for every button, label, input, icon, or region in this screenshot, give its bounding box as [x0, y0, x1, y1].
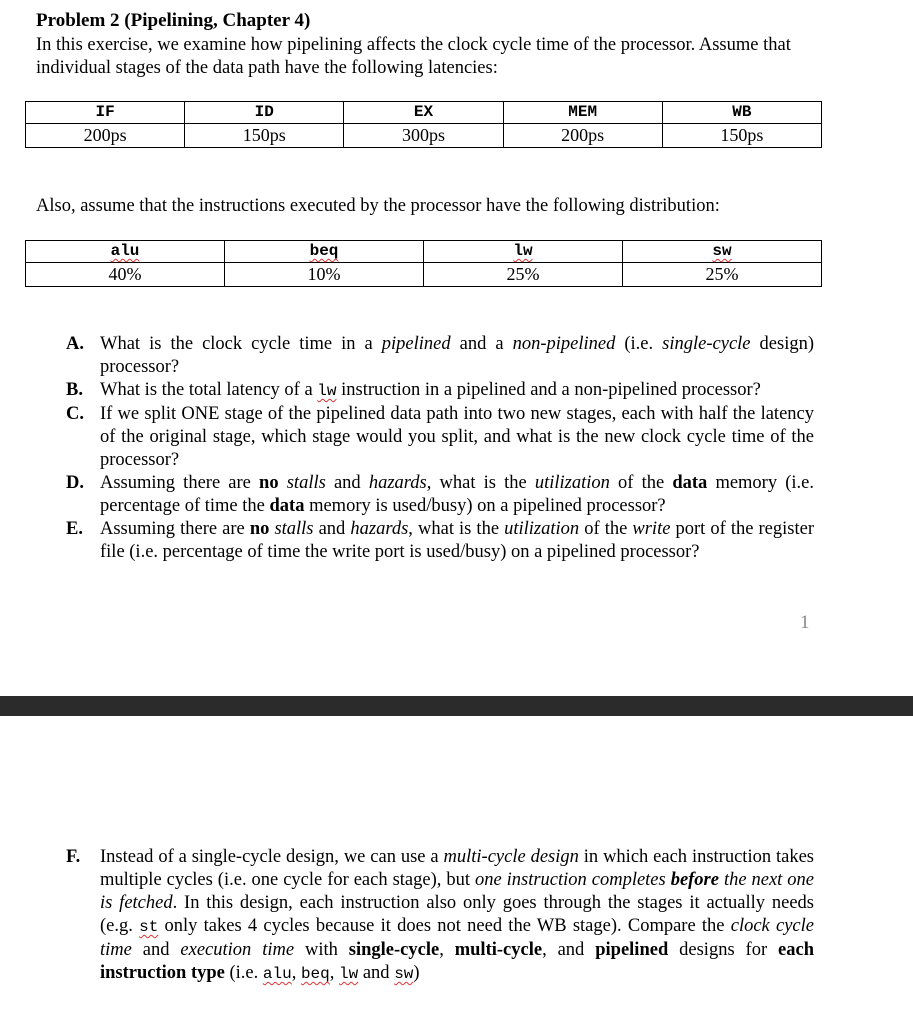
latency-id: 150ps: [185, 124, 344, 148]
share-beq: 10%: [225, 263, 424, 287]
problem-title: Problem 2 (Pipelining, Chapter 4): [36, 10, 311, 31]
header-wb: WB: [662, 102, 821, 124]
page-number: 1: [800, 612, 810, 633]
header-ex: EX: [344, 102, 503, 124]
header-mem: MEM: [503, 102, 662, 124]
question-list: [66, 333, 814, 564]
page-divider: [0, 696, 913, 716]
question-e: E. Assuming there are no stalls and hazards, what is the utilization of the write port of the register file (i.e. percentage of time the write port is used/busy) on a pipelined processor?: [66, 519, 814, 562]
latency-if: 200ps: [26, 124, 185, 148]
share-alu: 40%: [26, 263, 225, 287]
question-a: A. What is the clock cycle time in a pipelined and a non-pipelined (i.e. single-cycle design) processor?: [66, 334, 814, 377]
stage-latency-table: [25, 101, 822, 148]
question-b: B. What is the total latency of a lw instruction in a pipelined and a non-pipelined processor?: [66, 380, 761, 400]
question-c: C. If we split ONE stage of the pipelined data path into two new stages, each with half the latency of the original stage, which stage would you split, and what is the new clock cycle time of the processor?: [66, 404, 814, 470]
header-beq: beq: [225, 241, 424, 263]
latency-wb: 150ps: [662, 124, 821, 148]
header-sw: sw: [623, 241, 822, 263]
table-header-row: [26, 102, 822, 124]
header-alu: alu: [26, 241, 225, 263]
share-lw: 25%: [424, 263, 623, 287]
header-lw: lw: [424, 241, 623, 263]
intro-paragraph: In this exercise, we examine how pipelining affects the clock cycle time of the processor. Assume that individual stages of the data path have the following latencies:: [36, 35, 791, 78]
question-f: F. Instead of a single-cycle design, we can use a multi-cycle design in which each instruction takes multiple cycles (i.e. one cycle for each stage), but one instruction completes before the next one is fetched. In this design, each instruction also only goes through the stages it actually needs (e.g. st only takes 4 cycles because it does not need the WB stage). Compare the clock cycle time and execution time with single-cycle, multi-cycle, and pipelined designs for each instruction type (i.e. alu, beq, lw and sw): [66, 847, 815, 983]
share-sw: 25%: [623, 263, 822, 287]
distribution-intro: Also, assume that the instructions executed by the processor have the following distribution:: [36, 196, 720, 216]
instruction-distribution-table: [25, 240, 822, 287]
header-if: IF: [26, 102, 185, 124]
latency-mem: 200ps: [503, 124, 662, 148]
table-row: [26, 124, 822, 148]
latency-ex: 300ps: [344, 124, 503, 148]
header-id: ID: [185, 102, 344, 124]
table-row: [26, 263, 822, 287]
question-d: D. Assuming there are no stalls and hazards, what is the utilization of the data memory (i.e. percentage of time the data memory is used/busy) on a pipelined processor?: [66, 473, 814, 516]
table-header-row: [26, 241, 822, 263]
